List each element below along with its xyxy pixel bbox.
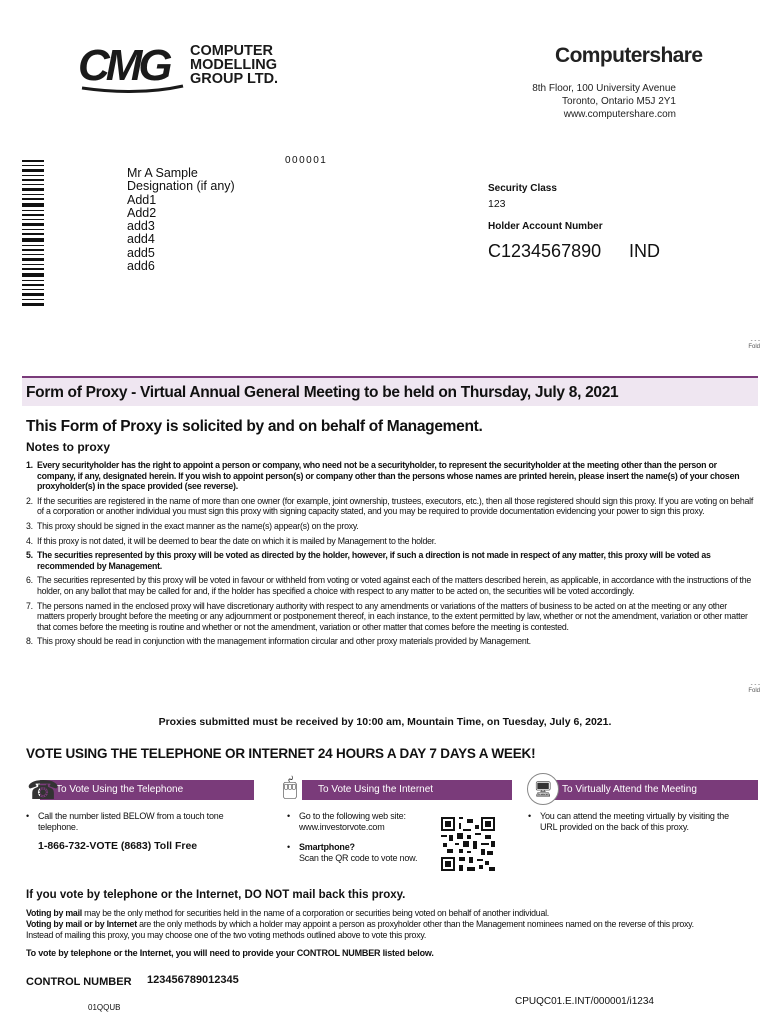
- mail-warning: If you vote by telephone or the Internet, DO NOT mail back this proxy.: [26, 889, 406, 901]
- note-item: [26, 460, 754, 492]
- solicitation-heading: This Form of Proxy is solicited by and on behalf of Management.: [26, 418, 483, 435]
- smartphone-instruction: • Smartphone? Scan the QR code to vote now.: [287, 842, 418, 863]
- address-line: Mr A Sample: [127, 166, 198, 180]
- note-text: If the securities are registered in the name of more than one owner (for example, joint ownership, trustees, executors, etc.), then all those registered should sign this proxy. If you are voting on behalf of a corporation or another individual you must sign this proxy with signing capacity stated, and you may be required to provide documentation evidencing your power to sign this proxy.: [37, 495, 754, 517]
- note-number: 1.: [26, 460, 33, 470]
- address-line: Add1: [127, 192, 157, 207]
- note-text: If this proxy is not dated, it will be deemed to bear the date on which it is mailed by Management to the holder.: [37, 535, 437, 546]
- holder-address: [127, 167, 235, 273]
- note-number: 2.: [26, 495, 33, 506]
- note-item: [26, 601, 754, 633]
- account-number-value: C1234567890: [488, 241, 602, 261]
- account-number-label: Holder Account Number: [488, 221, 603, 232]
- virtual-instruction-text: You can attend the meeting virtually by visiting the URL provided on the back of this proxy.: [540, 811, 729, 832]
- telephone-icon: ☎: [26, 774, 60, 805]
- cmg-name-line-2: MODELLING: [190, 57, 277, 73]
- note-item: [26, 536, 754, 547]
- cmg-company-name: [190, 44, 278, 86]
- barcode: [22, 160, 44, 306]
- cmg-name-line-3: GROUP LTD.: [190, 71, 279, 87]
- smartphone-title: Smartphone?: [299, 842, 355, 852]
- internet-instruction-text[interactable]: Go to the following web site: www.investorvote.com: [299, 811, 406, 832]
- qr-code[interactable]: [441, 817, 495, 871]
- control-number-value: 123456789012345: [147, 974, 239, 986]
- note-item: [26, 636, 754, 647]
- security-class-label: Security Class: [488, 183, 557, 194]
- telephone-number[interactable]: 1-866-732-VOTE (8683) Toll Free: [38, 840, 198, 852]
- mail-line: [26, 930, 756, 941]
- note-text: This proxy should be read in conjunction with the management information circular and other proxy materials provided by Management.: [37, 636, 531, 647]
- note-number: 5.: [26, 550, 33, 561]
- fold-mark: - - - Fold: [748, 338, 760, 350]
- note-number: 3.: [26, 520, 33, 531]
- note-item: [26, 575, 754, 596]
- mail-line-bold: Voting by mail: [26, 908, 82, 918]
- address-line: add4: [127, 232, 155, 247]
- deadline-notice: Proxies submitted must be received by 10:00 am, Mountain Time, on Tuesday, July 6, 2021.: [158, 716, 612, 728]
- fold-label: Fold: [748, 344, 760, 350]
- fold-mark: - - - Fold: [748, 682, 760, 694]
- mail-notes: [26, 908, 756, 941]
- virtual-column-header: To Virtually Attend the Meeting: [546, 780, 758, 800]
- address-line: add5: [127, 245, 155, 260]
- mail-line-text: are the only methods by which a holder may appoint a person as proxyholder other than the Management nominees named on the reverse of this proxy.: [136, 919, 694, 929]
- address-line: add3: [127, 219, 155, 234]
- note-number: 4.: [26, 535, 33, 546]
- note-number: 6.: [26, 575, 33, 586]
- note-text: This proxy should be signed in the exact manner as the name(s) appear(s) on the proxy.: [37, 520, 359, 531]
- cs-address-line-2: Toronto, Ontario M5J 2Y1: [562, 96, 676, 107]
- cmg-logo-mark: CMG: [78, 41, 169, 90]
- computer-icon: 🖥: [527, 773, 559, 805]
- telephone-instruction-text: Call the number listed BELOW from a touch tone telephone.: [38, 811, 224, 832]
- note-text: Every securityholder has the right to appoint a person or company, who need not be a securityholder, to represent the securityholder at the meeting other than the person or company, if any, designated herein. If you wish to appoint person(s) or company other than the persons whose names are printed herein, please insert the name(s) of your chosen proxyholder(s) in the space provided (see reverse).: [37, 460, 740, 492]
- control-number-label: CONTROL NUMBER: [26, 976, 132, 988]
- footer-code-left: 01QQUB: [88, 1003, 121, 1012]
- note-text: The securities represented by this proxy will be voted in favour or withheld from voting or voted against each of the matters described herein, as applicable, in accordance with the instructions of the holder, on any ballot that may be called for and, if the holder has specified a choice with respect to any matter to be acted on, the securities will be voted accordingly.: [37, 575, 752, 596]
- cs-address-line-3: www.computershare.com: [563, 109, 676, 120]
- document-number: 000001: [285, 155, 328, 166]
- mouse-icon: 🖱: [282, 774, 298, 801]
- mail-line: [26, 908, 756, 919]
- note-item: [26, 550, 754, 571]
- mail-line: [26, 919, 756, 930]
- mail-line-text: may be the only method for securities held in the name of a corporation or securities being voted on behalf of another individual.: [81, 908, 549, 918]
- address-line: Designation (if any): [127, 179, 235, 194]
- computershare-address: [532, 82, 676, 121]
- telephone-column-header: To Vote Using the Telephone: [40, 780, 254, 800]
- address-line: add6: [127, 259, 155, 274]
- mail-line-text: Instead of mailing this proxy, you may choose one of the two voting methods outlined above to vote this proxy.: [26, 930, 427, 940]
- note-item: [26, 496, 754, 517]
- smartphone-text: Scan the QR code to vote now.: [299, 853, 418, 863]
- note-text: The securities represented by this proxy will be voted as directed by the holder, however, if such a direction is not made in respect of any matter, this proxy will be voted as recommended by Management.: [37, 550, 711, 571]
- note-item: [26, 521, 754, 532]
- note-text: The persons named in the enclosed proxy will have discretionary authority with respect to any amendments or variations of the matters of business to be acted on at the meeting or any other matters properly brought before the meeting or any adjournment or postponement thereof, in each instance, to the extent permitted by law, whether or not the amendment, variation or other matter that comes before the meeting is routine and whether or not the amendment, variation or other matter that comes before the meeting is contested.: [37, 600, 748, 632]
- account-type: IND: [629, 241, 660, 261]
- virtual-instruction: • You can attend the meeting virtually by visiting the URL provided on the back of this proxy.: [528, 811, 729, 832]
- mail-line-bold: Voting by mail or by Internet: [26, 919, 137, 929]
- note-number: 8.: [26, 636, 33, 647]
- address-line: Add2: [127, 205, 157, 220]
- cmg-name-line-1: COMPUTER: [190, 43, 273, 59]
- footer-code-right: CPUQC01.E.INT/000001/i1234: [515, 996, 654, 1007]
- internet-instruction: • Go to the following web site: www.investorvote.com: [287, 811, 406, 832]
- note-number: 7.: [26, 600, 33, 611]
- notes-heading: Notes to proxy: [26, 440, 111, 454]
- vote-heading: VOTE USING THE TELEPHONE OR INTERNET 24 HOURS A DAY 7 DAYS A WEEK!: [26, 746, 536, 761]
- form-title: Form of Proxy - Virtual Annual General Meeting to be held on Thursday, July 8, 2021: [26, 384, 619, 401]
- computershare-logo: Computershare: [555, 44, 703, 67]
- notes-list: [26, 460, 754, 651]
- cs-address-line-1: 8th Floor, 100 University Avenue: [532, 83, 676, 94]
- telephone-instruction: • Call the number listed BELOW from a touch tone telephone.: [26, 811, 224, 832]
- internet-column-header: To Vote Using the Internet: [302, 780, 512, 800]
- security-class-value: 123: [488, 198, 506, 210]
- control-number-note: To vote by telephone or the Internet, you will need to provide your CONTROL NUMBER listed below.: [26, 948, 434, 958]
- fold-label: Fold: [748, 688, 760, 694]
